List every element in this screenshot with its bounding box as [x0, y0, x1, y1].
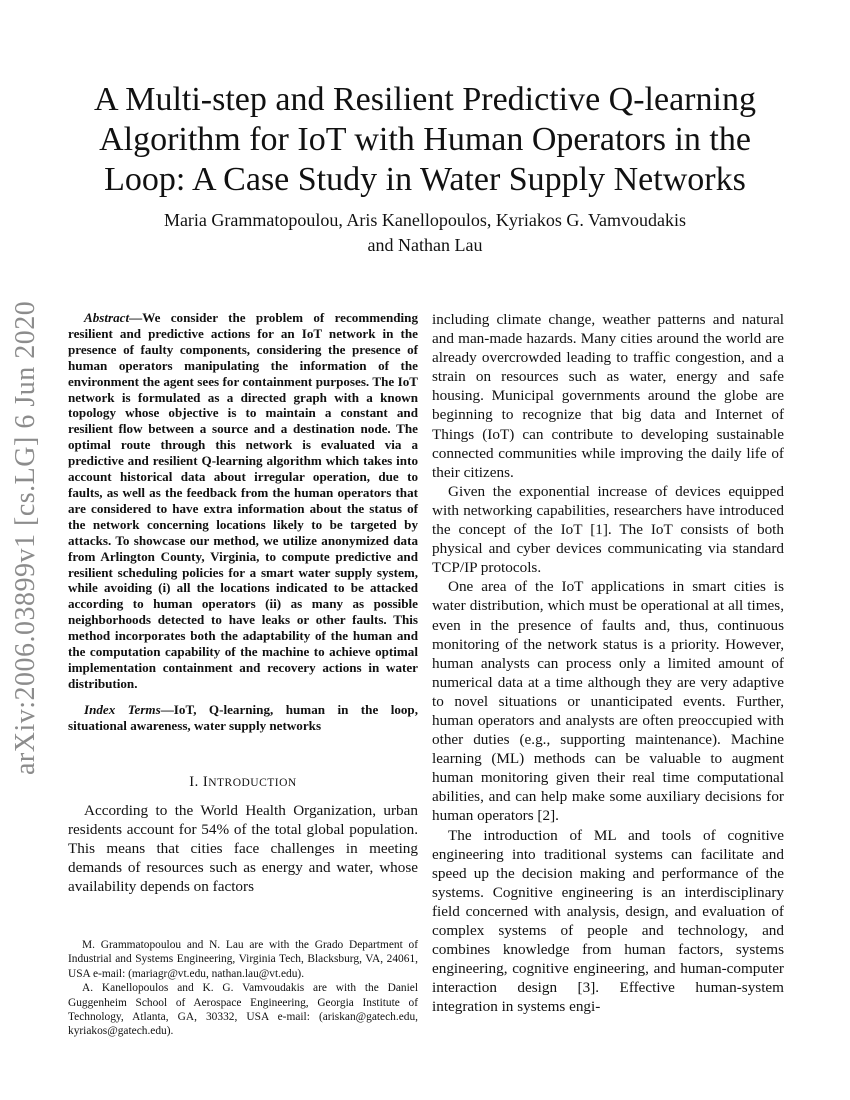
abstract-dash: — — [129, 310, 143, 325]
paper-title — [60, 80, 790, 200]
title-line: A Multi-step and Resilient Predictive Q-learning — [94, 81, 756, 118]
section-heading-introduction — [68, 772, 418, 793]
section-numeral: I. — [189, 773, 203, 790]
footnote: A. Kanellopoulos and K. G. Vamvoudakis are with the Daniel Guggenheim School of Aerospace Engineering, Georgia Institute of Technology, Atlanta, GA, 30332, USA e-mail: (ariskan@gatech.edu, kyriakos@gatech.edu). — [68, 982, 418, 1038]
footnote: M. Grammatopoulou and N. Lau are with the Grado Department of Industrial and Systems Engineering, Virginia Tech, Blacksburg, VA, 24061, USA e-mail: (mariagr@vt.edu, nathan.lau@vt.edu). — [68, 939, 418, 980]
abstract-label: Abstract — [84, 310, 130, 325]
abstract-text: We consider the problem of recommending resilient and predictive actions for an IoT network in the presence of faulty components, considering the presence of human operators manipulating the information of the environment the agent sees for containment purposes. The IoT network is formulated as a directed graph with a known topology whose objective is to maintain a constant and resilient flow between a source and a destination node. The optimal route through this network is evaluated via a predictive and resilient Q-learning algorithm which takes into account historical data about irregular operation, due to faults, as well as the feedback from the human operators that are considered to have extra information about the status of the network concerning locations likely to be targeted by attacks. To showcase our method, we utilize anonymized data from Arlington County, Virginia, to compute predictive and resilient scheduling policies for a smart water supply system, while avoiding (i) all the locations indicated to be attacked according to human operators (ii) as many as possible neighborhoods detected to have leaks or other faults. This method incorporates both the adaptability of the human and the computation capability of the machine to achieve optimal implementation containment and recovery actions in water distribution. — [68, 310, 418, 691]
index-terms-text: IoT, Q-learning, human in the loop, situational awareness, water supply networks — [68, 701, 418, 733]
right-column — [432, 310, 784, 1016]
author-footnotes — [68, 938, 418, 1039]
body-paragraph: including climate change, weather patterns and natural and man-made hazards. Many cities around the world are already overcrowded leading to traffic congestion, and a strain on resources such as water, energy and safe housing. Municipal governments around the globe are beginning to recognize that big data and Internet of Things (IoT) can contribute to developing sustainable connected communities while improving the daily life of their citizens. — [432, 311, 784, 481]
index-terms-label: Index Terms — [84, 701, 161, 717]
body-paragraph: Given the exponential increase of devices equipped with networking capabilities, researchers have introduced the concept of the IoT [1]. The IoT consists of both physical and cyber devices communicating via standard TCP/IP protocols. — [432, 482, 784, 577]
section-first-letter: I — [202, 773, 209, 790]
author-line: Maria Grammatopoulou, Aris Kanellopoulos, Kyriakos G. Vamvoudakis — [163, 210, 687, 230]
title-line: Algorithm for IoT with Human Operators in the — [99, 121, 751, 158]
left-column — [68, 310, 418, 896]
title-line: Loop: A Case Study in Water Supply Networks — [104, 161, 746, 198]
author-line: and Nathan Lau — [367, 235, 483, 255]
index-terms — [68, 702, 418, 734]
body-paragraph: The introduction of ML and tools of cognitive engineering into traditional systems can facilitate and speed up the decision making and performance of the systems. Cognitive engineering is an interdisciplinary field concerned with analysis, design, and evaluation of complex systems of people and technology, and combines knowledge from human factors, systems engineering, cognitive engineering, and human-computer interaction design [3]. Effective human-system integration in systems engi- — [432, 826, 784, 1016]
body-paragraph: One area of the IoT applications in smart cities is water distribution, which must be operational at all times, even in the presence of faults and, thus, continuous monitoring of the network status is a priority. However, human analysts can process only a limited amount of numerical data at a time although they are very adaptive to novel situations or unanticipated events. Further, human operators and analysts are often preoccupied with other duties (e.g., supporting maintenance). Machine learning (ML) methods can be valuable to augment human monitoring given their real time computational abilities, and can help make some auxiliary decisions for human operators [2]. — [432, 578, 784, 825]
section-title-rest: NTRODUCTION — [208, 776, 297, 789]
arxiv-identifier-stamp: arXiv:2006.03899v1 [cs.LG] 6 Jun 2020 — [10, 300, 41, 775]
index-terms-dash: — — [160, 701, 174, 717]
author-list — [80, 208, 770, 258]
abstract — [68, 310, 418, 692]
intro-paragraph: According to the World Health Organization, urban residents account for 54% of the total global population. This means that cities face challenges in meeting demands of resources such as energy and water, whose availability depends on factors — [68, 801, 418, 896]
